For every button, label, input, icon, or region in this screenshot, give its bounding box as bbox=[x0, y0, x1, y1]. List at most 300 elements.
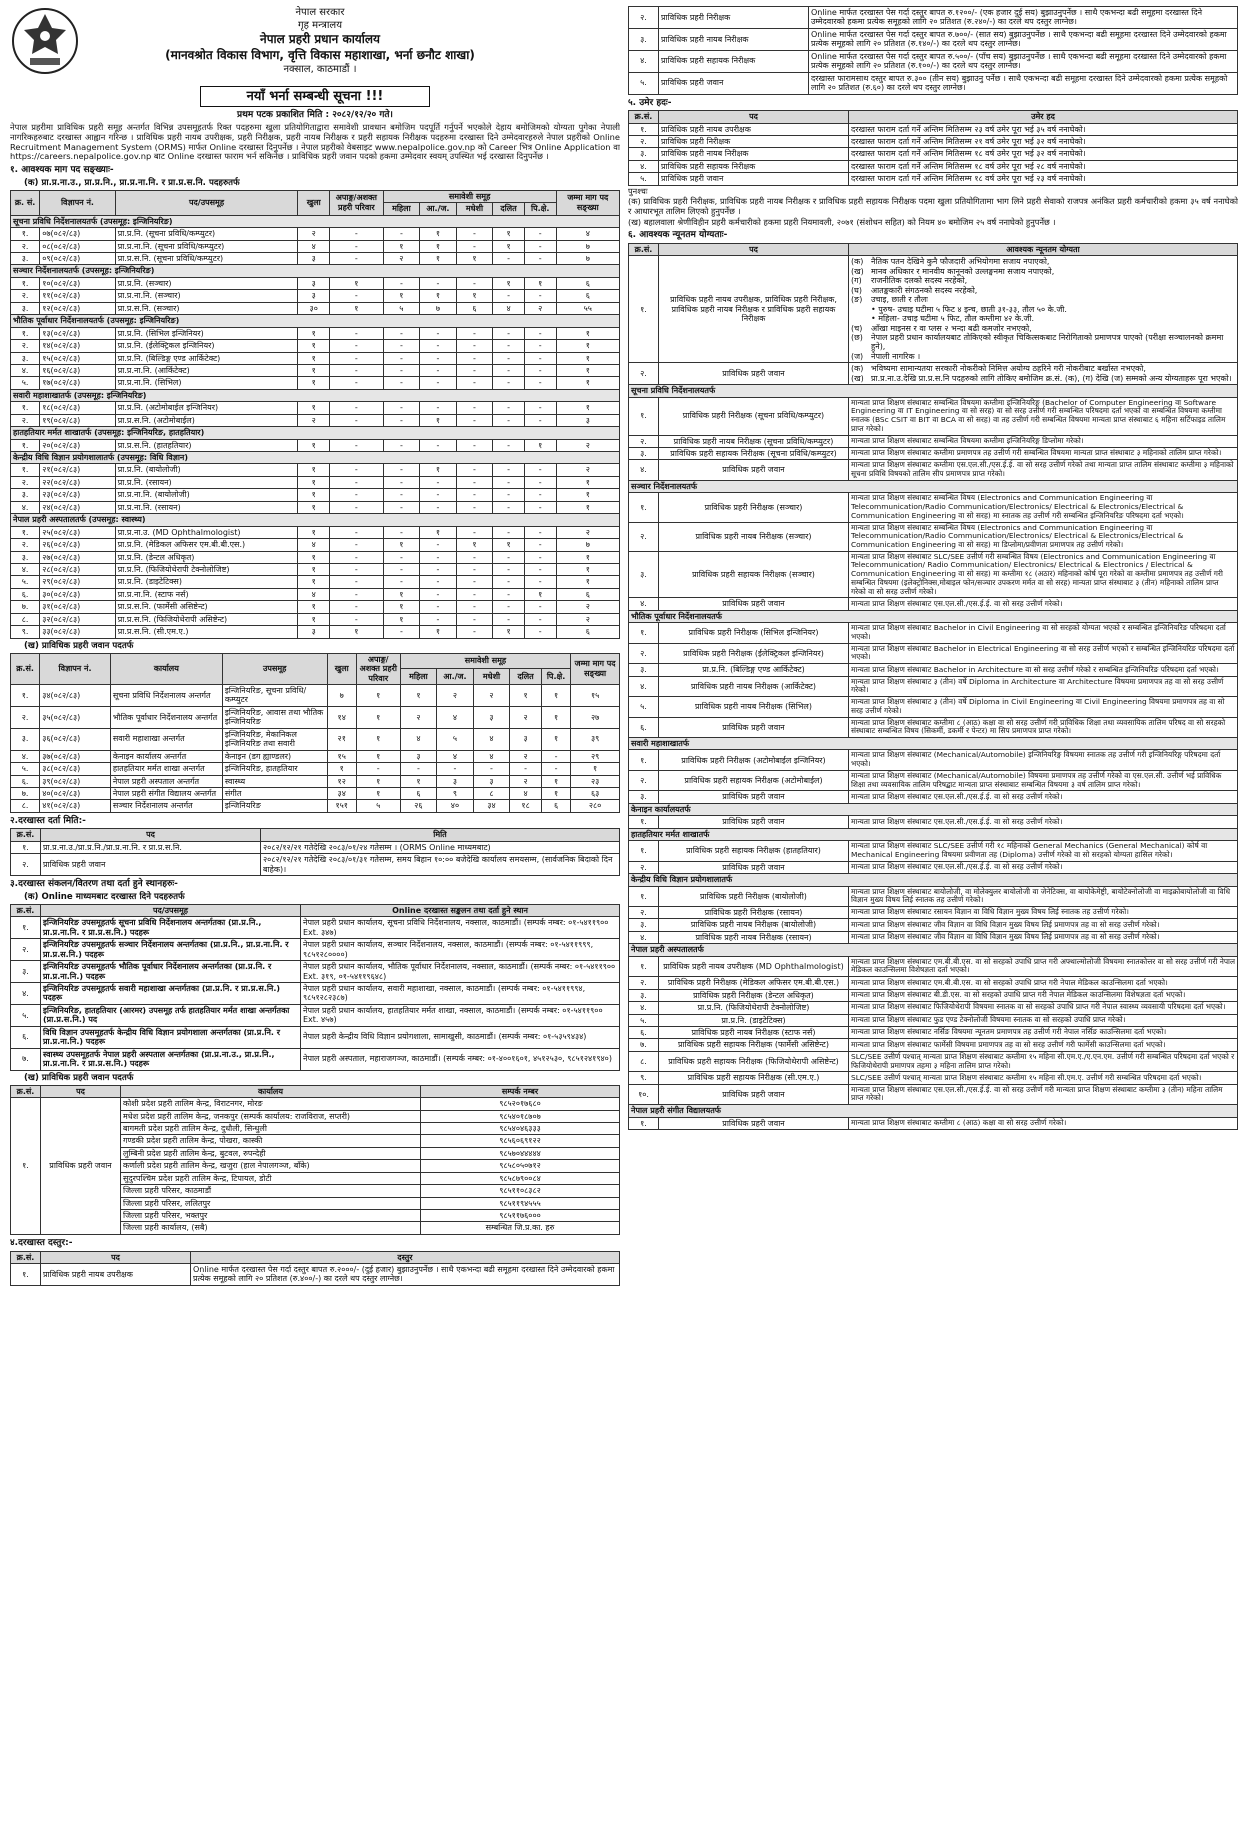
table-cell: ३० bbox=[298, 302, 330, 314]
table-cell: ३. bbox=[11, 551, 40, 563]
table-cell: - bbox=[493, 601, 525, 613]
table-cell: - bbox=[330, 526, 384, 538]
table-cell: ३ bbox=[556, 414, 619, 426]
table-row bbox=[11, 841, 620, 853]
table-cell: १ bbox=[298, 576, 330, 588]
table-row bbox=[629, 7, 1238, 29]
qualification-item bbox=[851, 286, 1235, 295]
table-cell: प्राविधिक प्रहरी जवान bbox=[659, 717, 849, 737]
group-row bbox=[11, 452, 620, 464]
group-heading: केन्द्रीय विधि विज्ञान प्रयोगशालातर्फ (उपसमूह: विधि विज्ञान) bbox=[11, 452, 620, 464]
table-cell: - bbox=[330, 327, 384, 339]
table-header-row bbox=[11, 904, 620, 916]
table-cell: ९ bbox=[437, 787, 474, 799]
table-row bbox=[11, 539, 620, 551]
table-cell: भौतिक पूर्वाधार निर्देशनालय अन्तर्गत bbox=[110, 706, 222, 728]
group-row bbox=[11, 265, 620, 277]
table-cell: - bbox=[420, 439, 457, 451]
table-row bbox=[629, 435, 1238, 447]
table-cell: - bbox=[383, 526, 420, 538]
table-row bbox=[11, 439, 620, 451]
table-cell: ३ bbox=[473, 775, 510, 787]
table-cell: ३. bbox=[629, 28, 659, 50]
group-heading: हातहतियार मर्मत शाखातर्फ bbox=[629, 828, 1238, 840]
table-cell: ६. bbox=[11, 775, 40, 787]
group-row bbox=[629, 828, 1238, 840]
table-cell: २ bbox=[400, 706, 437, 728]
online-application-place-table bbox=[10, 904, 620, 1071]
table-cell: ३. bbox=[629, 447, 659, 459]
table-cell: २७ bbox=[571, 706, 620, 728]
table-cell: २ bbox=[383, 253, 420, 265]
table-cell: मान्यता प्राप्त शिक्षण संस्थाबाट एस.एल.सी./एस.ई.ई. वा सो सरह उत्तीर्ण गरेको। bbox=[849, 816, 1238, 828]
table-cell: मान्यता प्राप्त शिक्षण संस्थाबाट Bachelor in Architecture वा सो सरह उत्तीर्ण गरेको र सम्बन्धित इन्जिनियरिङ परिषदमा दर्ता भएको। bbox=[849, 664, 1238, 676]
table-cell: - bbox=[456, 501, 493, 513]
table-cell: जिल्ला प्रहरी परिसर, ललितपुर bbox=[121, 1197, 421, 1209]
table-cell: १ bbox=[383, 240, 420, 252]
table-cell: जिल्ला प्रहरी परिसर, भक्तपुर bbox=[121, 1210, 421, 1222]
column-header: आ./ज. bbox=[420, 203, 457, 215]
column-header: पद bbox=[41, 1251, 191, 1263]
table-cell: - bbox=[330, 613, 384, 625]
table-cell: इन्जिनियरिङ उपसमूहतर्फ भौतिक पूर्वाधार निर्देशनालय अन्तर्गतका (प्रा.प्र.नि. र प्रा.प्र.ना.नि.) पदहरू bbox=[41, 961, 301, 983]
table-cell: १ bbox=[298, 402, 330, 414]
table-cell: २ bbox=[510, 775, 542, 787]
table-row bbox=[11, 551, 620, 563]
table-cell: १. bbox=[11, 917, 41, 939]
table-cell: - bbox=[330, 402, 384, 414]
section-2-title: २.दरखास्त दर्ता मिति:- bbox=[10, 815, 86, 826]
table-cell: SLC/SEE उत्तीर्ण पश्चात् मान्यता प्राप्त शिक्षण संस्थाबाट कम्तीमा १५ महिना सी.एम.ए. उत्तीर्ण गरी सम्बन्धित परिषदमा दर्ता भएको। bbox=[849, 1072, 1238, 1084]
table-cell: ६ bbox=[541, 800, 570, 812]
table-row bbox=[11, 576, 620, 588]
table-row bbox=[629, 931, 1238, 943]
table-cell: स्वास्थ्य bbox=[222, 775, 327, 787]
table-cell: प्रा.प्र.नि. (मेडिकल अफिसर एम.बी.बी.एस.) bbox=[115, 539, 298, 551]
table-cell: मान्यता प्राप्त शिक्षण संस्थाबाट एस.एल.सी./एस.ई.ई. वा सो सरह उत्तीर्ण गरी मान्यता प्राप्त शिक्षण संस्थाबाट कम्तीमा ३ (तीन) महिना तालिम प्राप्त गरेको। bbox=[849, 1084, 1238, 1104]
table-cell: - bbox=[524, 402, 556, 414]
table-cell: - bbox=[456, 476, 493, 488]
table-cell: प्रा.प्र.नि. (रसायन) bbox=[115, 476, 298, 488]
table-cell: ९८५६०६९१२२ bbox=[421, 1135, 620, 1147]
section-3-title: ३.दरखास्त संकलन/वितरण तथा दर्ता हुने स्थानहरुः- bbox=[10, 879, 178, 890]
nepal-police-emblem-icon bbox=[10, 6, 80, 76]
table-row bbox=[629, 135, 1238, 147]
table-cell: प्राविधिक प्रहरी जवान bbox=[41, 1098, 121, 1235]
table-row bbox=[11, 1048, 620, 1070]
column-header: दलित bbox=[493, 203, 525, 215]
notice-title: नयाँ भर्ना सम्बन्धी सूचना !!! bbox=[200, 86, 430, 107]
table-cell: प्राविधिक प्रहरी जवान bbox=[659, 1084, 849, 1104]
table-cell: १. bbox=[629, 256, 659, 363]
table-cell: प्राविधिक प्रहरी सहायक निरीक्षक (सञ्चार) bbox=[659, 551, 849, 598]
table-cell: २. bbox=[11, 939, 41, 961]
table-cell: मान्यता प्राप्त शिक्षण संस्थाबाट बायोलोजी, वा मोलेक्युलर बायोलोजी वा जेनेटिक्स, वा बायोकेमेष्ट्री, बायोटेक्नोलोजी वा माइक्रोबायोलोजी वा विधि विज्ञान मुख्य विषय लिई स्नातक तह उत्तीर्ण गरेको। bbox=[849, 886, 1238, 906]
table-cell: ४० bbox=[437, 800, 474, 812]
table-cell: १८(०८२/८३) bbox=[40, 402, 116, 414]
qualification-item bbox=[851, 257, 1235, 266]
table-cell: - bbox=[330, 414, 384, 426]
table-cell: इन्जिनियरिङ उपसमूहतर्फ सवारी महाशाखा अन्तर्गतका (प्रा.प्र.नि. र प्रा.प्र.स.नि.) पदहरू bbox=[41, 983, 301, 1005]
column-header: पि.क्षे. bbox=[541, 669, 570, 685]
table-cell: प्रा.प्र.ना.नि. (सिभिल) bbox=[115, 377, 298, 389]
table-cell: - bbox=[420, 476, 457, 488]
table-cell: १७(०८२/८३) bbox=[40, 377, 116, 389]
constable-application-place-table bbox=[10, 1085, 620, 1235]
table-cell: - bbox=[456, 364, 493, 376]
table-cell: प्राविधिक प्रहरी नायब निरीक्षक (सिभिल) bbox=[659, 697, 849, 717]
column-header: क्र.सं. bbox=[11, 1251, 41, 1263]
table-cell: १ bbox=[383, 290, 420, 302]
table-cell: - bbox=[456, 551, 493, 563]
table-cell: - bbox=[456, 352, 493, 364]
table-cell: प्रा.प्र.नि. (बिल्डिङ्ग एण्ड आर्किटेक्ट) bbox=[115, 352, 298, 364]
table-cell: - bbox=[493, 526, 525, 538]
table-cell: ४ bbox=[556, 228, 619, 240]
table-cell: - bbox=[383, 626, 420, 638]
table-cell: १५(०८२/८३) bbox=[40, 352, 116, 364]
column-header: पद/उपसमूह bbox=[41, 904, 301, 916]
column-header: दस्तुर bbox=[191, 1251, 620, 1263]
table-cell: - bbox=[420, 352, 457, 364]
group-row bbox=[629, 803, 1238, 815]
table-row bbox=[629, 1084, 1238, 1104]
item-text: • महिला- उचाइ घटीमा ५ फिट, तौल कम्तीमा ४२ के.जी. bbox=[871, 314, 1035, 324]
table-cell: मान्यता प्राप्त शिक्षण संस्थाबाट (Mechanical/Automobile) विषयमा प्रमाणपत्र तह उत्तीर्ण गरेको वा एस.एल.सी. उत्तीर्ण भई प्राविधिक शिक्षा तथा व्यवसायिक तालिम परिषद्बाट मान्यता प्राप्त संस्थाबाट सम्बन्धित विषयमा ३ वर्ष तालिम प्राप्त गरेको। bbox=[849, 770, 1238, 790]
qualification-item bbox=[851, 295, 1235, 304]
table-cell: मान्यता प्राप्त शिक्षण संस्थाबाट जीव विज्ञान वा विधि विज्ञान मुख्य विषय लिई प्रमाणपत्र तह वा सो सरह उत्तीर्ण गरेको। bbox=[849, 931, 1238, 943]
section-5-title: ५. उमेर हदः- bbox=[628, 97, 672, 108]
table-cell: ४. bbox=[629, 931, 659, 943]
table-cell: प्राविधिक प्रहरी नायब निरीक्षक (स्टाफ नर्स) bbox=[659, 1026, 849, 1038]
table-cell: मान्यता प्राप्त शिक्षण संस्थाबाट सम्बन्धित विषयमा कम्तीमा इन्जिनियरिङ्ग डिप्लोमा गरेको। bbox=[849, 435, 1238, 447]
table-cell: १ bbox=[493, 539, 525, 551]
table-cell: - bbox=[456, 613, 493, 625]
table-cell: प्राविधिक प्रहरी जवान bbox=[659, 173, 849, 185]
vacancy-table-officers bbox=[10, 190, 620, 639]
item-marker: (ज) bbox=[851, 351, 864, 361]
age-note-b: (ख) बहालवाला श्रेणीविहीन प्रहरी कर्मचारीको हकमा प्रहरी नियमावली, २०७१ (संशोधन सहित) को नियम ४० बमोजिम २५ वर्ष ननाघेको हुनुपर्नेछ । bbox=[628, 216, 1056, 227]
table-cell: - bbox=[524, 526, 556, 538]
table-cell: Online मार्फत दरखास्त पेस गर्दा दस्तुर बापत रु.२०००/- (दुई हजार) बुझाउनुपर्नेछ । साथै एकभन्दा बढी समूहमा दरखास्त दिने उम्मेदवारको हकमा प्रत्येक समूहको लागि २० प्रतिशत (रु.४००/-) का दरले थप दस्तुर लाग्नेछ। bbox=[191, 1263, 620, 1285]
table-row bbox=[629, 1026, 1238, 1038]
table-row bbox=[629, 148, 1238, 160]
table-cell: १ bbox=[420, 228, 457, 240]
column-header: विज्ञापन नं. bbox=[40, 653, 111, 684]
table-cell: ४ bbox=[493, 302, 525, 314]
table-cell: २. bbox=[629, 977, 659, 989]
table-cell: प्राविधिक प्रहरी निरीक्षक (डेन्टल अधिकृत) bbox=[659, 989, 849, 1001]
table-cell: १ bbox=[556, 377, 619, 389]
table-cell: २. bbox=[11, 414, 40, 426]
table-row bbox=[629, 989, 1238, 1001]
table-cell: - bbox=[383, 551, 420, 563]
table-cell: ७ bbox=[420, 302, 457, 314]
table-cell: - bbox=[420, 377, 457, 389]
table-cell: - bbox=[420, 501, 457, 513]
table-header-row bbox=[11, 1085, 620, 1097]
table-cell: ३. bbox=[11, 489, 40, 501]
table-cell: १८ bbox=[510, 800, 542, 812]
table-cell: - bbox=[524, 476, 556, 488]
table-cell: ४ bbox=[400, 728, 437, 750]
column-header: जम्मा माग पद सङ्ख्या bbox=[556, 190, 619, 215]
table-cell: १ bbox=[298, 377, 330, 389]
table-cell: - bbox=[420, 563, 457, 575]
table-cell: - bbox=[524, 414, 556, 426]
qualification-item bbox=[851, 276, 1235, 285]
table-cell: १३(०८२/८३) bbox=[40, 327, 116, 339]
item-text: नैतिक पतन देखिने कुनै फौजदारी अभियोगमा सजाय नपाएको, bbox=[871, 257, 1050, 267]
table-cell: प्रा.प्र.नि. (बायोलोजी) bbox=[115, 464, 298, 476]
table-cell: ४. bbox=[629, 160, 659, 172]
table-cell: प्राविधिक प्रहरी निरीक्षक (बायोलोजी) bbox=[659, 886, 849, 906]
table-cell: ३. bbox=[11, 253, 40, 265]
table-cell: प्राविधिक प्रहरी नायब निरीक्षक (सूचना प्रविधि/कम्प्युटर) bbox=[659, 435, 849, 447]
table-cell: प्राविधिक प्रहरी निरीक्षक (मेडिकल अफिसर एम.बी.बी.एस.) bbox=[659, 977, 849, 989]
table-cell: लुम्बिनी प्रदेश प्रहरी तालिम केन्द्र, बुटवल, रुपन्देही bbox=[121, 1147, 421, 1159]
table-row bbox=[629, 861, 1238, 873]
table-cell: - bbox=[493, 327, 525, 339]
table-cell: २ bbox=[556, 601, 619, 613]
table-cell: ५. bbox=[11, 576, 40, 588]
table-cell: १ bbox=[298, 601, 330, 613]
table-cell: ४ bbox=[298, 588, 330, 600]
table-cell: ९८५७०४४४४४ bbox=[421, 1147, 620, 1159]
lh-line-hq: नेपाल प्रहरी प्रधान कार्यालय bbox=[260, 32, 380, 46]
table-cell: प्राविधिक प्रहरी सहायक निरीक्षक (अटोमोबाईल) bbox=[659, 770, 849, 790]
table-cell: ३३(०८२/८३) bbox=[40, 626, 116, 638]
table-cell: १ bbox=[356, 787, 400, 799]
table-cell: गण्डकी प्रदेश प्रहरी तालिम केन्द्र, पोखरा, कास्की bbox=[121, 1135, 421, 1147]
table-row bbox=[629, 676, 1238, 696]
table-cell: १ bbox=[541, 685, 570, 707]
table-cell: ५. bbox=[629, 697, 659, 717]
table-cell: - bbox=[330, 489, 384, 501]
table-cell: ३. bbox=[629, 919, 659, 931]
table-row bbox=[11, 1026, 620, 1048]
table-cell: - bbox=[420, 402, 457, 414]
table-cell: १ bbox=[556, 476, 619, 488]
table-cell: १. bbox=[629, 841, 659, 861]
table-row bbox=[629, 886, 1238, 906]
table-cell: १ bbox=[556, 340, 619, 352]
table-cell: प्रा.प्र.नि. (सिभिल इन्जिनियर) bbox=[115, 327, 298, 339]
group-row bbox=[629, 610, 1238, 622]
table-cell: - bbox=[493, 377, 525, 389]
table-row bbox=[629, 522, 1238, 551]
letterhead bbox=[10, 6, 620, 84]
table-cell: ४ bbox=[510, 787, 542, 799]
table-cell: मान्यता प्राप्त शिक्षण संस्थाबाट नर्सिङ विषयमा न्यूनतम प्रमाणपत्र तह उत्तीर्ण गरी नेपाल नर्सिङ काउन्सिलमा दर्ता भएको। bbox=[849, 1026, 1238, 1038]
group-row bbox=[629, 738, 1238, 750]
item-marker: (च) bbox=[851, 323, 863, 333]
table-cell: ४. bbox=[11, 983, 41, 1005]
table-row bbox=[629, 493, 1238, 522]
table-cell: दरखास्त फाराम दर्ता गर्ने अन्तिम मितिसम्म १८ वर्ष उमेर पूरा भई २३ वर्ष ननाघेको। bbox=[849, 173, 1238, 185]
table-cell: ४ bbox=[473, 750, 510, 762]
table-cell: १ bbox=[400, 775, 437, 787]
table-cell: १ bbox=[383, 539, 420, 551]
item-text: • पुरुष- उचाइ घटीमा ५ फिट ४ इन्च, छाती ३१-३३, तौल ५० के.जी. bbox=[871, 304, 1067, 314]
table-cell: - bbox=[420, 588, 457, 600]
table-cell: - bbox=[456, 526, 493, 538]
table-row bbox=[629, 460, 1238, 480]
table-row bbox=[11, 414, 620, 426]
table-row bbox=[11, 917, 620, 939]
table-cell: - bbox=[456, 240, 493, 252]
column-header: पद bbox=[41, 1085, 121, 1097]
table-cell: ४. bbox=[629, 460, 659, 480]
table-cell: ९८५८०५०७१२ bbox=[421, 1160, 620, 1172]
table-cell: प्रा.प्र.स.नि. (अटोमोबाईल) bbox=[115, 414, 298, 426]
table-cell: - bbox=[420, 576, 457, 588]
table-cell: १ bbox=[556, 327, 619, 339]
table-row bbox=[629, 160, 1238, 172]
table-cell: मान्यता प्राप्त शिक्षण संस्थाबाट जीव विज्ञान वा विधि विज्ञान मुख्य विषय लिई प्रमाणपत्र तह वा सो सरह उत्तीर्ण गरेको। bbox=[849, 919, 1238, 931]
table-cell: प्राविधिक प्रहरी निरीक्षक (सूचना प्रविधि/कम्प्युटर) bbox=[659, 397, 849, 435]
table-cell: प्राविधिक प्रहरी नायब निरीक्षक (सञ्चार) bbox=[659, 522, 849, 551]
table-cell: ६. bbox=[11, 1026, 41, 1048]
table-cell: ७. bbox=[11, 1048, 41, 1070]
table-cell: - bbox=[383, 576, 420, 588]
table-cell: ९८५४०१८७०७ bbox=[421, 1110, 620, 1122]
table-cell: १. bbox=[11, 1263, 41, 1285]
table-cell: ६ bbox=[556, 588, 619, 600]
item-marker: (छ) bbox=[851, 332, 863, 342]
item-marker: (क) bbox=[851, 257, 864, 267]
table-cell: २. bbox=[629, 135, 659, 147]
section-3b-title: (ख) प्राविधिक प्रहरी जवान पदतर्फ bbox=[24, 1072, 134, 1083]
table-cell: प्रा.प्र.ना.नि. (रसायन) bbox=[115, 501, 298, 513]
table-cell: ३५(०८२/८३) bbox=[40, 706, 111, 728]
column-header: दलित bbox=[510, 669, 542, 685]
table-cell: सुदुरपश्चिम प्रदेश प्रहरी तालिम केन्द्र, टिपायल, डोटी bbox=[121, 1172, 421, 1184]
table-cell: - bbox=[493, 340, 525, 352]
table-cell: ४. bbox=[11, 563, 40, 575]
table-cell: ४ bbox=[437, 750, 474, 762]
table-cell: प्रा.प्र.नि. (सूचना प्रविधि/कम्प्युटर) bbox=[115, 228, 298, 240]
table-cell: इन्जिनियरिङ bbox=[222, 800, 327, 812]
table-row bbox=[11, 1098, 620, 1110]
table-cell: ८ bbox=[473, 787, 510, 799]
table-cell: नेपाल प्रहरी अस्पताल अन्तर्गत bbox=[110, 775, 222, 787]
table-cell: - bbox=[524, 327, 556, 339]
table-cell: २१(०८२/८३) bbox=[40, 464, 116, 476]
table-cell: प्राविधिक प्रहरी निरीक्षक (सञ्चार) bbox=[659, 493, 849, 522]
table-cell: ३. bbox=[11, 302, 40, 314]
lh-line-address: नक्साल, काठमाडौं । bbox=[283, 64, 357, 76]
table-cell: - bbox=[524, 364, 556, 376]
table-cell: १ bbox=[383, 588, 420, 600]
column-header: क्र. सं. bbox=[11, 190, 40, 215]
table-cell: ९८५८७९००८४ bbox=[421, 1172, 620, 1184]
table-cell: १ bbox=[556, 352, 619, 364]
item-text: मानव अधिकार र मानवीय कानूनको उल्लङ्घनमा सजाय नपाएको, bbox=[871, 266, 1055, 276]
table-cell: १६(०८२/८३) bbox=[40, 364, 116, 376]
table-cell: १ bbox=[420, 526, 457, 538]
table-cell: १ bbox=[541, 787, 570, 799]
table-cell: - bbox=[330, 253, 384, 265]
table-cell: - bbox=[383, 364, 420, 376]
table-cell: ५ bbox=[383, 302, 420, 314]
table-cell: प्रा.प्र.नि. (डाइटेटिक्स) bbox=[115, 576, 298, 588]
table-cell: ९८५११०८३८२ bbox=[421, 1185, 620, 1197]
table-cell: २६(०८२/८३) bbox=[40, 539, 116, 551]
table-cell: ३. bbox=[11, 961, 41, 983]
left-column bbox=[10, 6, 620, 1836]
table-cell: मान्यता प्राप्त शिक्षण संस्थाबाट कम्तीमा एस.एल.सी./एस.ई.ई. वा सो सरह उत्तीर्ण गरेको तथा मान्यता प्राप्त तालिम संस्थाबाट कम्तीमा ३ महिनाको सूचना प्रविधि विषयको तालिम सीप प्रमाणपत्र प्राप्त गरेको। bbox=[849, 460, 1238, 480]
group-row bbox=[11, 389, 620, 401]
table-cell: १. bbox=[11, 841, 41, 853]
table-cell: २७(०८२/८३) bbox=[40, 551, 116, 563]
qualification-list bbox=[851, 257, 1235, 361]
qualification-item bbox=[851, 374, 1235, 383]
table-cell: १ bbox=[420, 253, 457, 265]
vacancy-table-constable bbox=[10, 653, 620, 813]
item-text: राजनीतिक दलको सदस्य नरहेको, bbox=[871, 276, 968, 286]
item-text: उचाइ, छाती र तौलः bbox=[871, 295, 928, 305]
table-cell: केनाइन कार्यालय अन्तर्गत bbox=[110, 750, 222, 762]
table-cell: २६ bbox=[400, 800, 437, 812]
table-cell: - bbox=[383, 277, 420, 289]
fee-table-continued bbox=[628, 6, 1238, 95]
table-cell: प्रा.प्र.ना.नि. (बायोलोजी) bbox=[115, 489, 298, 501]
table-cell: १ bbox=[556, 402, 619, 414]
qualification-item bbox=[851, 352, 1235, 361]
table-cell: - bbox=[524, 613, 556, 625]
table-cell: १. bbox=[629, 623, 659, 643]
table-row bbox=[11, 364, 620, 376]
section-6-title: ६. आवश्यक न्यूनतम योग्यताः- bbox=[628, 230, 728, 241]
table-cell: - bbox=[524, 290, 556, 302]
table-cell: - bbox=[493, 414, 525, 426]
table-cell: १. bbox=[11, 685, 40, 707]
table-cell: २. bbox=[11, 240, 40, 252]
table-cell: २२(०८२/८३) bbox=[40, 476, 116, 488]
table-cell: - bbox=[541, 750, 570, 762]
table-cell: - bbox=[383, 402, 420, 414]
table-cell: - bbox=[400, 763, 437, 775]
table-cell: ३. bbox=[629, 551, 659, 598]
column-header: क्र.सं. bbox=[11, 653, 40, 684]
table-cell: मान्यता प्राप्त शिक्षण संस्थाबाट कम्तीमा ८ (आठ) कक्षा वा सो सरह उत्तीर्ण गरी प्राविधिक शिक्षा तथा व्यवसायिक तालिम परिषद वा सो सरहको संस्थाबाट सम्बन्धित विषय (सिकर्मी, डकर्मी र पेन्टर) मा सिप प्रमाणपत्र प्राप्त गरेको। bbox=[849, 717, 1238, 737]
item-marker bbox=[851, 314, 867, 323]
table-cell: १. bbox=[11, 402, 40, 414]
table-cell: १ bbox=[298, 476, 330, 488]
table-cell: - bbox=[330, 340, 384, 352]
table-cell: - bbox=[456, 340, 493, 352]
table-cell: - bbox=[456, 626, 493, 638]
table-cell: - bbox=[456, 439, 493, 451]
table-cell: ३. bbox=[629, 148, 659, 160]
table-cell: १ bbox=[298, 364, 330, 376]
table-cell: ३१(०८२/८३) bbox=[40, 601, 116, 613]
table-cell: २ bbox=[556, 464, 619, 476]
table-cell: मान्यता प्राप्त शिक्षण संस्थाबाट रसायन विज्ञान वा विधि विज्ञान मुख्य विषय लिई स्नातक तह उत्तीर्ण गरेको। bbox=[849, 906, 1238, 918]
group-heading: सवारी महाशाखातर्फ (उपसमूह: इन्जिनियरिङ) bbox=[11, 389, 620, 401]
table-cell: प्राविधिक प्रहरी जवान bbox=[659, 598, 849, 610]
item-marker: (ख) bbox=[851, 373, 864, 383]
table-cell: मान्यता प्राप्त शिक्षण संस्थाबाट Bachelor in Electrical Engineering वा सो सरह उत्तीर्ण भएको र सम्बन्धित इन्जिनियरिङ परिषदमा दर्ता भएको। bbox=[849, 643, 1238, 663]
table-cell: १ bbox=[493, 240, 525, 252]
table-cell: १ bbox=[456, 290, 493, 302]
table-header-row bbox=[629, 244, 1238, 256]
table-cell: - bbox=[383, 563, 420, 575]
table-row bbox=[11, 800, 620, 812]
table-cell: Online मार्फत दरखास्त पेस गर्दा दस्तुर बापत रु.५००/- (पाँच सय) बुझाउनुपर्नेछ । साथै एकभन्दा बढी समूहमा दरखास्त दिने उम्मेदवारको हकमा प्रत्येक समूहको लागि २० प्रतिशत (रु.१००/-) का दरले थप दस्तुर लाग्नेछ। bbox=[809, 50, 1238, 72]
table-cell: १. bbox=[11, 277, 40, 289]
